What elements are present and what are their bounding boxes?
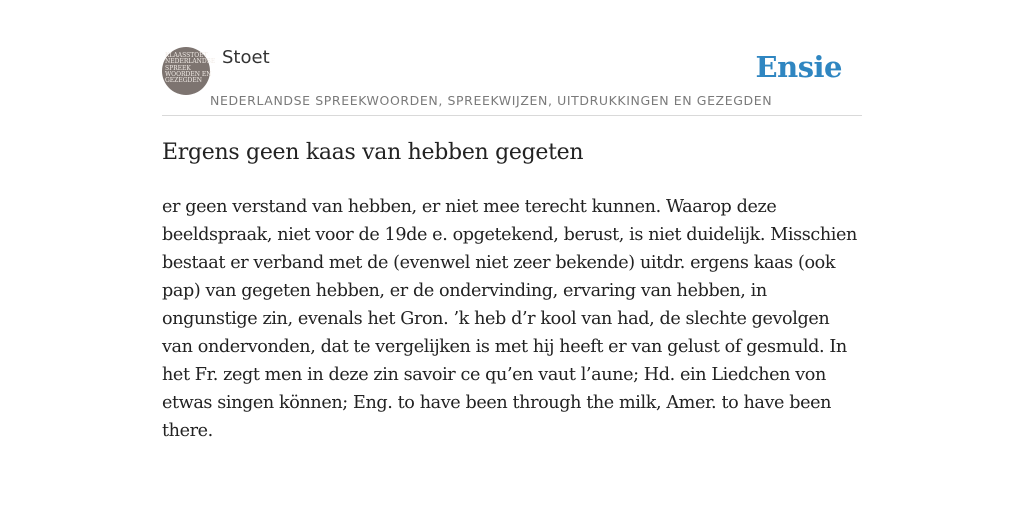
entry-title: Ergens geen kaas van hebben gegeten [162, 140, 584, 165]
author-avatar[interactable] [162, 47, 216, 95]
author-name[interactable]: Stoet [222, 47, 270, 68]
source-subtitle[interactable]: NEDERLANDSE SPREEKWOORDEN, SPREEKWIJZEN, UITDRUKKINGEN EN GEZEGDEN [210, 93, 773, 108]
avatar-book-cover-text: KLAASSTOET NEDERLANDSE SPREEK WOORDEN EN GEZEGDEN [165, 52, 216, 85]
page-header [162, 46, 862, 116]
header-divider [162, 115, 862, 116]
ensie-logo[interactable]: Ensie [755, 50, 842, 84]
entry-definition: er geen verstand van hebben, er niet mee terecht kunnen. Waarop deze beeldspraak, niet voor de 19de e. opgetekend, berust, is niet duidelijk. Misschien bestaat er verband met de (evenwel niet zeer bekende) uitdr. ergens kaas (ook pap) van gegeten hebben, er de ondervinding, ervaring van hebben, in ongunstige zin, evenals het Gron. ’k heb d’r kool van had, de slechte gevolgen van ondervonden, dat te vergelijken is met hij heeft er van gelust of gesmuld. In het Fr. zegt men in deze zin savoir ce qu’en vaut l’aune; Hd. ein Liedchen von etwas singen können; Eng. to have been through the milk, Amer. to have been there. [162, 197, 857, 441]
